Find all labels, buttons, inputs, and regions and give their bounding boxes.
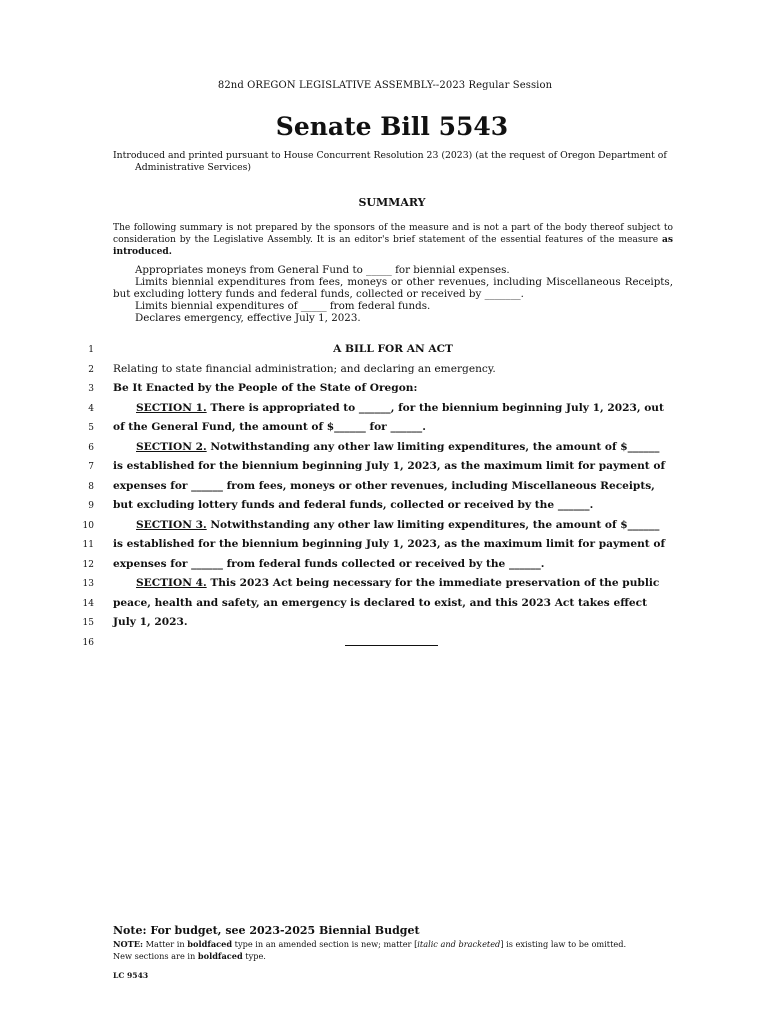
note-label: NOTE: bbox=[113, 939, 143, 949]
section-4-text: peace, health and safety, an emergency is declared to exist, and this 2023 Act takes effect bbox=[113, 596, 647, 609]
summary-disclaimer-text: The following summary is not prepared by the sponsors of the measure and is not a part of the body thereof subject to consideration by the Legislative Assembly. It is an editor's brief statement of the essential features of the measure bbox=[113, 223, 673, 245]
line-number: 10 bbox=[82, 520, 94, 531]
bill-line bbox=[0, 537, 770, 557]
line-number: 2 bbox=[88, 364, 94, 375]
act-heading: A BILL FOR AN ACT bbox=[333, 343, 453, 355]
section-3-line bbox=[113, 519, 673, 531]
section-3-text: is established for the biennium beginning July 1, 2023, as the maximum limit for payment of bbox=[113, 538, 666, 550]
summary-disclaimer bbox=[113, 222, 673, 258]
note-bold: boldfaced bbox=[187, 939, 233, 949]
section-2-text: is established for the biennium beginning July 1, 2023, as the maximum limit for payment of bbox=[113, 460, 666, 472]
line-number: 12 bbox=[82, 559, 94, 570]
bill-line bbox=[0, 420, 770, 440]
note-bold: boldfaced bbox=[197, 951, 243, 961]
section-2-text: expenses for ______ from fees, moneys or other revenues, including Miscellaneous Receipts, bbox=[113, 479, 655, 492]
summary-item: Limits biennial expenditures from fees, moneys or other revenues, including Miscellaneous Receipts, but excluding lottery funds and federal funds, collected or received by _______. bbox=[113, 276, 673, 300]
section-2-text: but excluding lottery funds and federal funds, collected or received by the ______. bbox=[113, 499, 594, 511]
bill-line bbox=[0, 518, 770, 538]
end-rule bbox=[345, 645, 438, 646]
bill-line bbox=[0, 401, 770, 421]
note-text: Matter in bbox=[142, 939, 188, 949]
intro-statement bbox=[113, 150, 673, 174]
section-1-text: There is appropriated to ______, for the biennium beginning July 1, 2023, out bbox=[206, 401, 664, 414]
lc-number: LC 9543 bbox=[113, 971, 149, 980]
line-number: 16 bbox=[82, 637, 94, 648]
formatting-note bbox=[113, 938, 693, 962]
budget-note: Note: For budget, see 2023-2025 Biennial Budget bbox=[113, 924, 420, 937]
bill-line bbox=[0, 342, 770, 362]
section-4-line bbox=[113, 577, 673, 589]
line-number: 1 bbox=[88, 345, 94, 355]
line-number: 6 bbox=[88, 442, 94, 453]
summary-heading: SUMMARY bbox=[358, 196, 426, 209]
summary-items bbox=[113, 264, 673, 324]
line-number: 14 bbox=[82, 598, 94, 609]
summary-disclaimer-bold: as introduced. bbox=[113, 234, 673, 257]
bill-line bbox=[0, 459, 770, 479]
bill-title: Senate Bill 5543 bbox=[275, 112, 509, 141]
note-text: type. bbox=[242, 951, 266, 961]
bill-line bbox=[0, 557, 770, 577]
line-number: 8 bbox=[88, 481, 94, 492]
note-text: New sections are in bbox=[113, 951, 198, 961]
bill-line bbox=[0, 479, 770, 499]
bill-line bbox=[0, 440, 770, 460]
line-number: 11 bbox=[82, 540, 94, 550]
bill-line bbox=[0, 615, 770, 635]
enacting-clause: Be It Enacted by the People of the State of Oregon: bbox=[113, 382, 418, 394]
summary-item: Limits biennial expenditures of _____ from federal funds. bbox=[135, 300, 431, 312]
section-1-label: SECTION 1. bbox=[136, 401, 207, 414]
line-number: 5 bbox=[88, 423, 94, 433]
section-4-text: This 2023 Act being necessary for the immediate preservation of the public bbox=[206, 577, 660, 589]
section-1-text: of the General Fund, the amount of $______ for ______. bbox=[113, 421, 426, 433]
section-1-line bbox=[113, 402, 673, 414]
line-number: 4 bbox=[88, 403, 94, 414]
note-text: ] is existing law to be omitted. bbox=[500, 939, 627, 949]
bill-line bbox=[0, 362, 770, 382]
relating-clause: Relating to state financial administration; and declaring an emergency. bbox=[113, 362, 496, 375]
section-3-label: SECTION 3. bbox=[136, 518, 207, 531]
section-3-text: Notwithstanding any other law limiting expenditures, the amount of $______ bbox=[206, 518, 660, 531]
section-4-label: SECTION 4. bbox=[136, 577, 207, 589]
note-italic: italic and bracketed bbox=[417, 939, 501, 949]
line-number: 7 bbox=[88, 462, 94, 472]
section-4-text: July 1, 2023. bbox=[113, 616, 188, 628]
session-header: 82nd OREGON LEGISLATIVE ASSEMBLY--2023 Regular Session bbox=[217, 80, 553, 91]
section-2-label: SECTION 2. bbox=[136, 440, 207, 453]
bill-line bbox=[0, 576, 770, 596]
line-number: 3 bbox=[88, 384, 94, 394]
bill-line bbox=[0, 596, 770, 616]
line-number: 13 bbox=[82, 579, 94, 589]
section-3-text: expenses for ______ from federal funds collected or received by the ______. bbox=[113, 557, 545, 570]
summary-item: Declares emergency, effective July 1, 2023. bbox=[135, 312, 361, 324]
summary-item: Appropriates moneys from General Fund to _____ for biennial expenses. bbox=[135, 264, 510, 276]
section-2-text: Notwithstanding any other law limiting expenditures, the amount of $______ bbox=[206, 440, 660, 453]
note-text: type in an amended section is new; matter [ bbox=[232, 939, 418, 949]
line-number: 15 bbox=[82, 618, 94, 628]
line-number: 9 bbox=[88, 501, 94, 511]
intro-text: Introduced and printed pursuant to House Concurrent Resolution 23 (2023) (at the request of Oregon Department of Administrative Services) bbox=[113, 150, 667, 173]
bill-line bbox=[0, 381, 770, 401]
section-2-line bbox=[113, 441, 673, 453]
bill-line bbox=[0, 498, 770, 518]
